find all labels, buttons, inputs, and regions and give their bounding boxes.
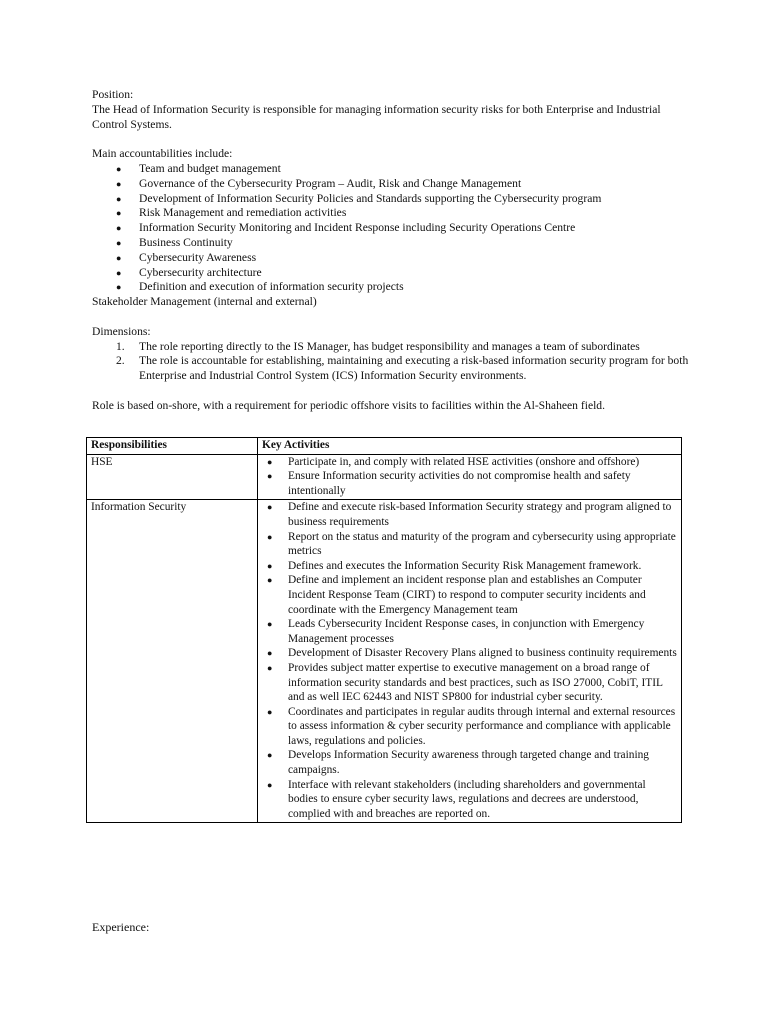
list-item-text: Ensure Information security activities do not compromise health and safety intentionally	[288, 470, 631, 497]
position-text: The Head of Information Security is responsible for managing information security risks for both Enterprise and Industrial Control Systems.	[92, 102, 661, 131]
list-item	[262, 530, 677, 559]
bullet-icon: ●	[267, 648, 273, 659]
list-item-text: Participate in, and comply with related HSE activities (onshore and offshore)	[288, 455, 640, 468]
list-item	[262, 646, 677, 661]
list-item-text: Leads Cybersecurity Incident Response cases, in conjunction with Emergency Management processes	[288, 618, 645, 645]
bullet-icon: ●	[116, 163, 122, 174]
position-heading: Position:	[92, 88, 134, 101]
activities-cell	[258, 454, 682, 500]
list-item	[262, 617, 677, 646]
bullet-icon: ●	[267, 779, 273, 790]
list-item-text: Business Continuity	[139, 235, 233, 249]
bullet-icon: ●	[267, 619, 273, 630]
document-body	[92, 88, 692, 414]
list-item-text: Report on the status and maturity of the program and cybersecurity using appropriate metrics	[288, 530, 676, 558]
list-item-text: The role is accountable for establishing, maintaining and executing a risk-based information security program for both Enterprise and Industrial Control System (ICS) Information Security environments.	[139, 354, 689, 383]
list-item	[92, 280, 692, 295]
bullet-icon: ●	[116, 237, 122, 248]
list-item	[92, 236, 692, 251]
bullet-icon: ●	[267, 575, 273, 586]
list-item-text: Define and execute risk-based Information Security strategy and program aligned to business requirements	[288, 501, 672, 528]
list-item-text: Team and budget management	[139, 161, 281, 175]
dimensions-heading: Dimensions:	[92, 324, 151, 338]
bullet-icon: ●	[267, 456, 273, 467]
table-header-responsibilities: Responsibilities	[87, 438, 258, 455]
list-number: 2.	[116, 354, 125, 368]
bullet-icon: ●	[116, 208, 122, 219]
list-item	[92, 266, 692, 281]
table-header-key-activities: Key Activities	[258, 438, 682, 455]
list-item	[262, 559, 677, 574]
bullet-icon: ●	[116, 178, 122, 189]
list-item-text: Cybersecurity Awareness	[139, 250, 257, 264]
list-item	[262, 455, 677, 470]
responsibility-cell: Information Security	[87, 500, 258, 823]
list-item-text: Interface with relevant stakeholders (including shareholders and governmental bodies to ensure cyber security laws, regulations and decrees are understood, complied with and breaches are reported on.	[288, 778, 646, 820]
accountabilities-heading: Main accountabilities include:	[92, 147, 233, 161]
bullet-icon: ●	[116, 252, 122, 263]
dimensions-list	[92, 340, 692, 384]
bullet-icon: ●	[267, 750, 273, 761]
accountabilities-trailing: Stakeholder Management (internal and external)	[92, 295, 317, 309]
list-item	[262, 469, 677, 498]
bullet-icon: ●	[267, 531, 273, 542]
responsibility-cell: HSE	[87, 454, 258, 500]
list-item	[262, 573, 677, 617]
list-item	[92, 221, 692, 236]
bullet-icon: ●	[267, 662, 273, 673]
list-item-text: Cybersecurity architecture	[139, 265, 262, 279]
list-item	[262, 500, 677, 529]
activities-list	[262, 455, 677, 499]
responsibilities-table	[86, 437, 682, 823]
list-item-text: The role reporting directly to the IS Manager, has budget responsibility and manages a team of subordinates	[139, 339, 640, 353]
list-item-text: Development of Information Security Policies and Standards supporting the Cybersecurity program	[139, 191, 602, 205]
experience-heading: Experience:	[92, 920, 150, 934]
list-item-text: Information Security Monitoring and Incident Response including Security Operations Centre	[139, 221, 576, 235]
list-item	[92, 192, 692, 207]
list-item	[262, 778, 677, 822]
list-item	[262, 661, 677, 705]
bullet-icon: ●	[267, 706, 273, 717]
activities-cell	[258, 500, 682, 823]
bullet-icon: ●	[267, 471, 273, 482]
list-item	[92, 206, 692, 221]
location-note: Role is based on-shore, with a requirement for periodic offshore visits to facilities within the Al-Shaheen field.	[92, 398, 606, 412]
bullet-icon: ●	[116, 223, 122, 234]
list-item-text: Provides subject matter expertise to executive management on a broad range of information security standards and best practices, such as ISO 27000, CobiT, ITIL and as well IEC 62443 and NIST SP800 for industrial cyber security.	[288, 661, 663, 704]
table-row	[87, 454, 682, 500]
list-item	[262, 748, 677, 777]
list-item-text: Defines and executes the Information Security Risk Management framework.	[288, 559, 642, 572]
list-item-text: Governance of the Cybersecurity Program – Audit, Risk and Change Management	[139, 176, 522, 190]
bullet-icon: ●	[267, 502, 273, 513]
list-item	[92, 340, 692, 355]
list-item-text: Definition and execution of information security projects	[139, 280, 404, 294]
table-row	[87, 500, 682, 823]
list-item	[262, 705, 677, 749]
accountabilities-list	[92, 162, 692, 295]
list-item-text: Define and implement an incident response plan and establishes an Computer Incident Response Team (CIRT) to respond to computer security incidents and coordinate with the Emergency Management team	[288, 574, 646, 616]
list-item-text: Coordinates and participates in regular audits through internal and external resources to assess information & cyber security performance and compliance with applicable laws, regulations and policies.	[288, 705, 676, 747]
list-item-text: Development of Disaster Recovery Plans aligned to business continuity requirements	[288, 647, 677, 660]
bullet-icon: ●	[116, 193, 122, 204]
list-item	[92, 354, 692, 384]
table-header-row	[87, 438, 682, 455]
bullet-icon: ●	[267, 560, 273, 571]
list-item	[92, 162, 692, 177]
list-item-text: Develops Information Security awareness through targeted change and training campaigns.	[288, 749, 650, 777]
activities-list	[262, 500, 677, 821]
bullet-icon: ●	[116, 267, 122, 278]
list-item	[92, 177, 692, 192]
bullet-icon: ●	[116, 282, 122, 293]
list-number: 1.	[116, 339, 125, 353]
list-item	[92, 251, 692, 266]
list-item-text: Risk Management and remediation activities	[139, 206, 347, 220]
